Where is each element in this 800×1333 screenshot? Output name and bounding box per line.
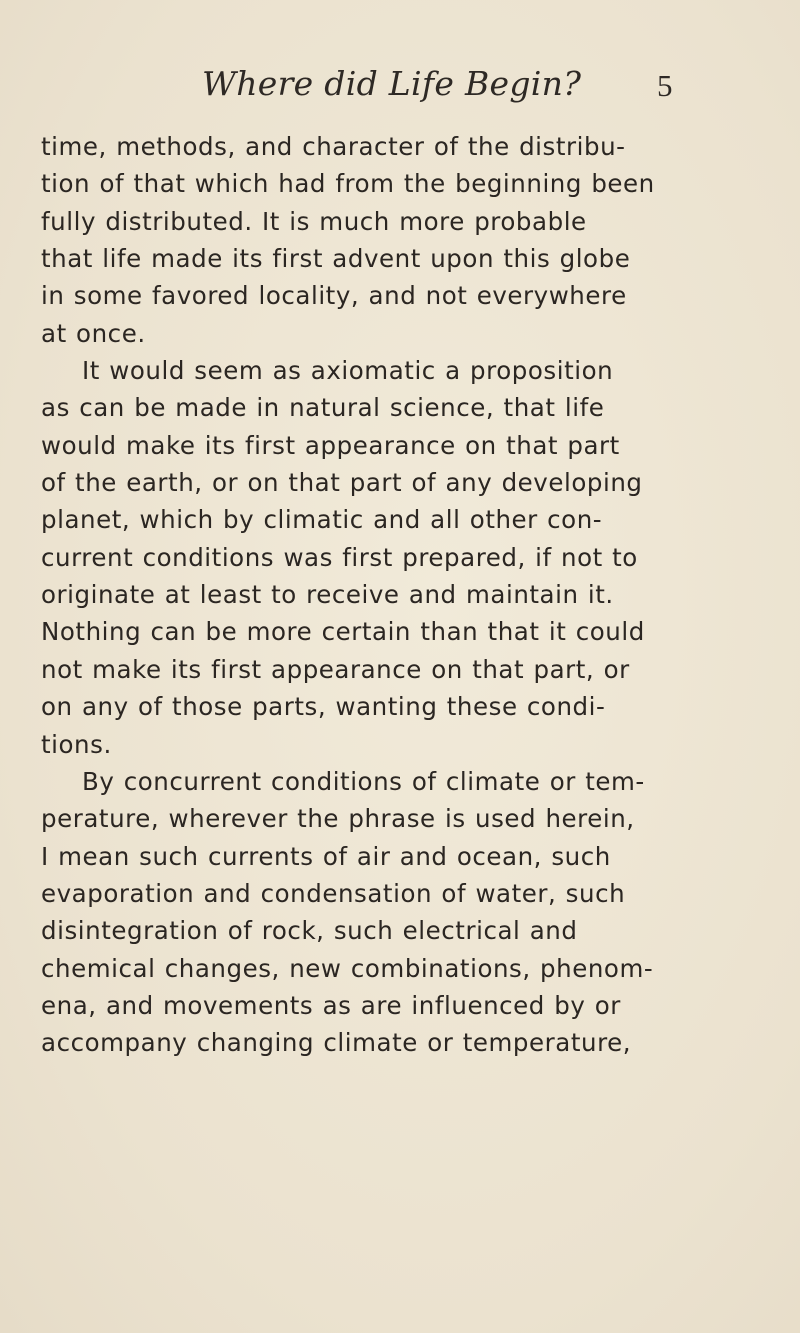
- text-line: that life made its first advent upon this globe: [41, 244, 631, 274]
- text-line: I mean such currents of air and ocean, such: [41, 841, 611, 871]
- text-line: perature, wherever the phrase is used herein,: [41, 804, 635, 834]
- text-line: chemical changes, new combinations, phenom-: [41, 953, 654, 983]
- text-line: in some favored locality, and not everywhere: [41, 281, 627, 311]
- text-line: not make its first appearance on that part, or: [41, 654, 630, 684]
- paragraph: [41, 352, 687, 763]
- text-line: time, methods, and character of the distribu-: [41, 132, 626, 161]
- text-line: planet, which by climatic and all other con-: [41, 505, 603, 535]
- text-line: would make its first appearance on that part: [41, 430, 620, 460]
- text-line: tions.: [41, 729, 112, 759]
- text-line: as can be made in natural science, that life: [41, 393, 605, 423]
- text-line: evaporation and condensation of water, such: [41, 878, 626, 908]
- running-head: [0, 64, 800, 104]
- text-line: tion of that which had from the beginning been: [41, 169, 655, 199]
- text-line: ena, and movements as are influenced by or: [41, 990, 621, 1020]
- text-line: Nothing can be more certain than that it could: [41, 617, 645, 647]
- paragraph: [41, 128, 687, 352]
- body-text: [41, 128, 687, 1062]
- text-line: of the earth, or on that part of any developing: [41, 468, 643, 498]
- text-line: fully distributed. It is much more probable: [41, 206, 587, 236]
- text-line: By concurrent conditions of climate or tem-: [82, 766, 645, 796]
- text-line: It would seem as axiomatic a proposition: [82, 356, 614, 386]
- text-line: originate at least to receive and maintain it.: [41, 580, 614, 610]
- text-line: accompany changing climate or temperature,: [41, 1028, 632, 1058]
- text-line: at once.: [41, 318, 146, 348]
- running-title: Where did Life Begin?: [202, 64, 582, 103]
- text-line: disintegration of rock, such electrical and: [41, 916, 578, 946]
- text-line: on any of those parts, wanting these condi-: [41, 692, 606, 722]
- text-line: current conditions was first prepared, if not to: [41, 542, 638, 572]
- paragraph: [41, 763, 687, 1062]
- page-number: 5: [657, 68, 673, 103]
